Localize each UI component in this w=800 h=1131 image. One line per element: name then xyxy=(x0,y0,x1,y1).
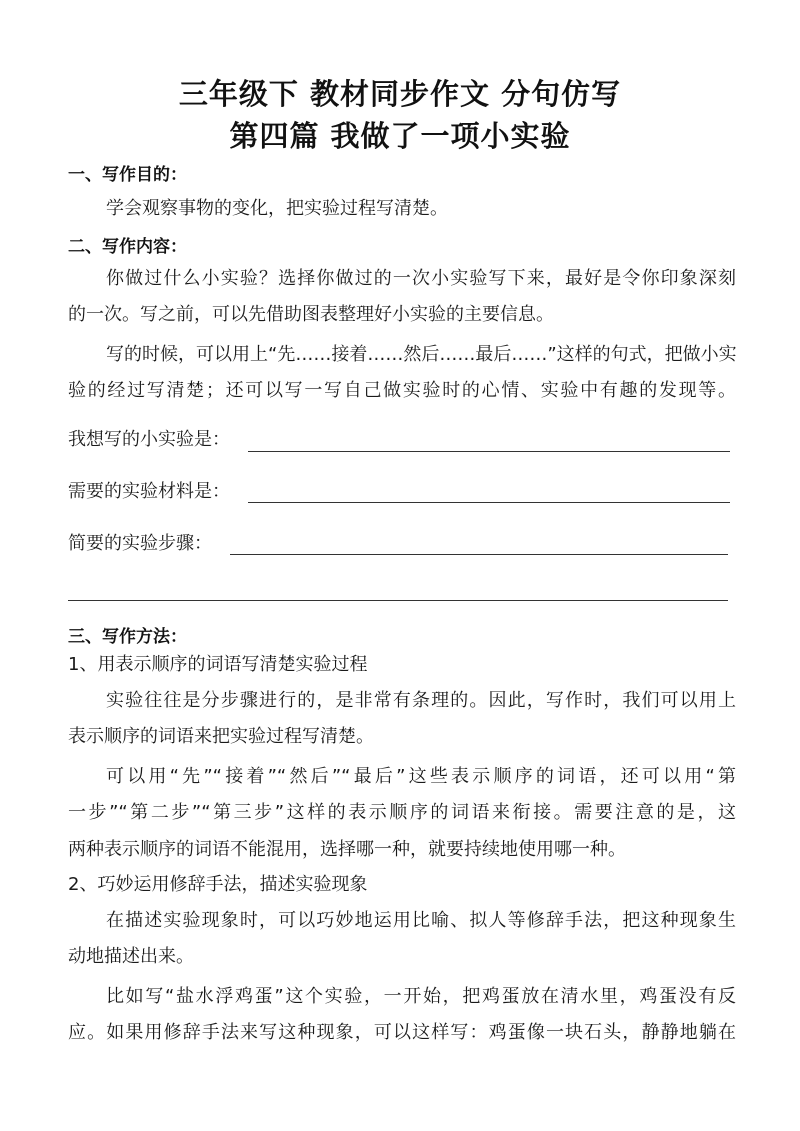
worksheet-subtitle: 第四篇 我做了一项小实验 xyxy=(229,119,571,153)
method-paragraph-line: 实验往往是分步骤进行的，是非常有条理的。因此，写作时，我们可以用上 xyxy=(106,690,736,711)
method-paragraph-line: 比如写“盐水浮鸡蛋”这个实验，一开始，把鸡蛋放在清水里，鸡蛋没有反 xyxy=(106,986,736,1007)
method-1-title: 1、用表示顺序的词语写清楚实验过程 xyxy=(68,654,368,675)
steps-blank-line[interactable] xyxy=(230,554,728,555)
content-paragraph-line: 验的经过写清楚；还可以写一写自己做实验时的心情、实验中有趣的发现等。 xyxy=(68,380,736,401)
materials-field-label: 需要的实验材料是： xyxy=(68,481,230,502)
method-paragraph-line: 表示顺序的词语来把实验过程写清楚。 xyxy=(68,726,374,747)
materials-blank-line[interactable] xyxy=(248,502,730,503)
method-2-title: 2、巧妙运用修辞手法，描述实验现象 xyxy=(68,874,368,895)
content-paragraph-line: 写的时候，可以用上“先……接着……然后……最后……”这样的句式，把做小实 xyxy=(106,344,737,365)
section-purpose-heading: 一、写作目的： xyxy=(68,165,187,185)
experiment-field-label: 我想写的小实验是： xyxy=(68,429,230,450)
method-paragraph-line: 两种表示顺序的词语不能混用，选择哪一种，就要持续地使用哪一种。 xyxy=(68,839,626,860)
worksheet-title: 三年级下 教材同步作文 分句仿写 xyxy=(178,77,622,111)
steps-blank-line[interactable] xyxy=(68,600,728,601)
section-purpose-text: 学会观察事物的变化，把实验过程写清楚。 xyxy=(106,198,448,219)
method-paragraph-line: 在描述实验现象时，可以巧妙地运用比喻、拟人等修辞手法，把这种现象生 xyxy=(106,910,736,931)
method-paragraph-line: 应。如果用修辞手法来写这种现象，可以这样写：鸡蛋像一块石头，静静地躺在 xyxy=(68,1022,736,1043)
method-paragraph-line: 可以用“先”“接着”“然后”“最后”这些表示顺序的词语，还可以用“第 xyxy=(106,766,736,787)
section-method-heading: 三、写作方法： xyxy=(68,627,187,647)
method-paragraph-line: 一步”“第二步”“第三步”这样的表示顺序的词语来衔接。需要注意的是，这 xyxy=(68,802,736,823)
content-paragraph-line: 的一次。写之前，可以先借助图表整理好小实验的主要信息。 xyxy=(68,304,554,325)
section-content-heading: 二、写作内容： xyxy=(68,237,187,257)
content-paragraph-line: 你做过什么小实验？选择你做过的一次小实验写下来，最好是令你印象深刻 xyxy=(106,268,736,289)
method-paragraph-line: 动地描述出来。 xyxy=(68,946,194,967)
steps-field-label: 简要的实验步骤： xyxy=(68,533,212,554)
experiment-blank-line[interactable] xyxy=(248,451,730,452)
